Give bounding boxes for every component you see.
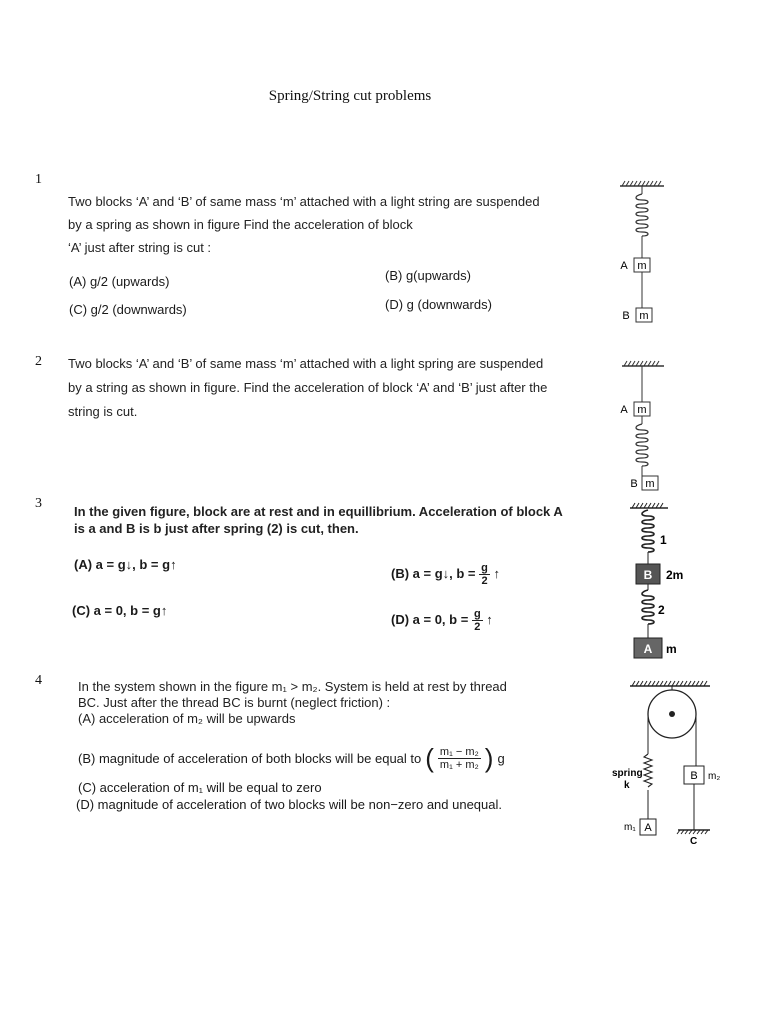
question-4 [78,679,558,727]
question-2-text-line3: string is cut. [68,404,138,419]
question-3-text-line2: is a and B is b just after spring (2) is cut, then. [74,521,359,536]
figure-q4-spring-label: spring [612,768,643,779]
figure-q2-mass-b: m [645,478,655,490]
question-2-text-line1: Two blocks ‘A’ and ‘B’ of same mass ‘m’ attached with a light spring are suspended [68,356,544,371]
question-4-option-d: (D) magnitude of acceleration of two blocks will be non−zero and unequal. [76,797,502,812]
question-4-option-c: (C) acceleration of m₁ will be equal to zero [78,780,322,795]
figure-q3 [618,500,698,662]
figure-q1-mass-a: m [637,260,647,272]
question-3-option-d-fraction: $\frac{g}{2}$ [473,608,481,633]
question-3-text-line1: In the given figure, block are at rest and in equillibrium. Acceleration of block A [74,504,563,519]
figure-q2 [612,356,672,496]
question-4-option-b-g: g [497,751,505,766]
question-3-option-c: (C) a = 0, b = g↑ [72,603,168,618]
question-2-number: 2 [35,354,42,369]
question-1 [68,190,568,259]
question-3-option-b-text: (B) a = g↓, b = [391,565,476,581]
figure-q4-block-b: B [690,770,698,782]
page-title: Spring/String cut problems [268,88,432,104]
figure-q2-label-b: B [630,478,638,490]
question-3-option-a: (A) a = g↓, b = g↑ [74,557,177,572]
figure-q1-label-a: A [620,260,628,272]
figure-q2-label-a: A [620,404,628,416]
question-1-text-line2: by a spring as shown in figure Find the acceleration of block [68,217,413,232]
question-3-option-d-text: (D) a = 0, b = [391,611,469,627]
question-4-option-b-fraction: $\frac{\text{m₁ − m₂}}{\text{m₁ + m₂}}$ [439,746,479,771]
question-3-option-b [391,562,500,587]
question-4-number: 4 [35,673,42,688]
question-4-text-line1: In the system shown in the figure m₁ > m₂. System is held at rest by thread [78,679,507,694]
figure-q4-m2-label: m₂ [708,771,721,782]
figure-q4-block-a: A [644,822,652,834]
figure-q3-spring-2-label: 2 [658,603,665,617]
figure-q3-block-b-mass: 2m [666,568,684,582]
figure-q3-block-a-mass: m [666,642,677,656]
question-1-number: 1 [35,172,42,187]
question-2 [68,352,568,424]
question-4-option-b-text: (B) magnitude of acceleration of both blocks will be equal to [78,751,422,766]
question-3-option-d-arrow: ↑ [486,611,493,627]
figure-q2-mass-a: m [637,404,647,416]
question-1-option-a: (A) g/2 (upwards) [69,274,170,289]
question-4-option-a: (A) acceleration of m₂ will be upwards [78,711,296,726]
question-3-option-b-arrow: ↑ [493,565,500,581]
question-1-option-b: (B) g(upwards) [385,268,471,283]
figure-q4-k-label: k [624,780,630,791]
figure-q3-block-a: A [643,642,653,656]
figure-q3-spring-1-label: 1 [660,533,667,547]
question-1-option-d: (D) g (downwards) [385,297,492,312]
question-3-option-b-fraction: $\frac{g}{2}$ [481,562,488,587]
figure-q3-block-b: B [643,568,653,582]
figure-q1-mass-b: m [639,310,649,322]
figure-q1-label-b: B [622,310,630,322]
question-3-option-d [391,608,493,633]
question-4-math: m₁ > m₂ [271,679,318,694]
question-1-option-c: (C) g/2 (downwards) [69,302,187,317]
question-2-text-line2: by a string as shown in figure. Find the acceleration of block ‘A’ and ‘B’ just after the [68,380,548,395]
figure-q4-m1-label: m₁ [624,822,636,833]
question-3 [74,503,574,537]
figure-q4 [606,676,726,848]
question-3-number: 3 [35,496,42,511]
question-1-text-line1: Two blocks ‘A’ and ‘B’ of same mass ‘m’ attached with a light string are suspended [68,194,540,209]
question-1-text-line3: ‘A’ just after string is cut : [68,240,212,255]
figure-q4-c-label: C [690,836,698,847]
question-4-option-b: (B) magnitude of acceleration of both blocks will be equal to ( $\frac{\text{m₁ − m₂}}{\text{m₁ + m₂}}$ ) g [78,743,505,773]
question-4-text-line2: BC. Just after the thread BC is burnt (neglect friction) : [78,695,391,710]
figure-q1 [612,176,672,328]
